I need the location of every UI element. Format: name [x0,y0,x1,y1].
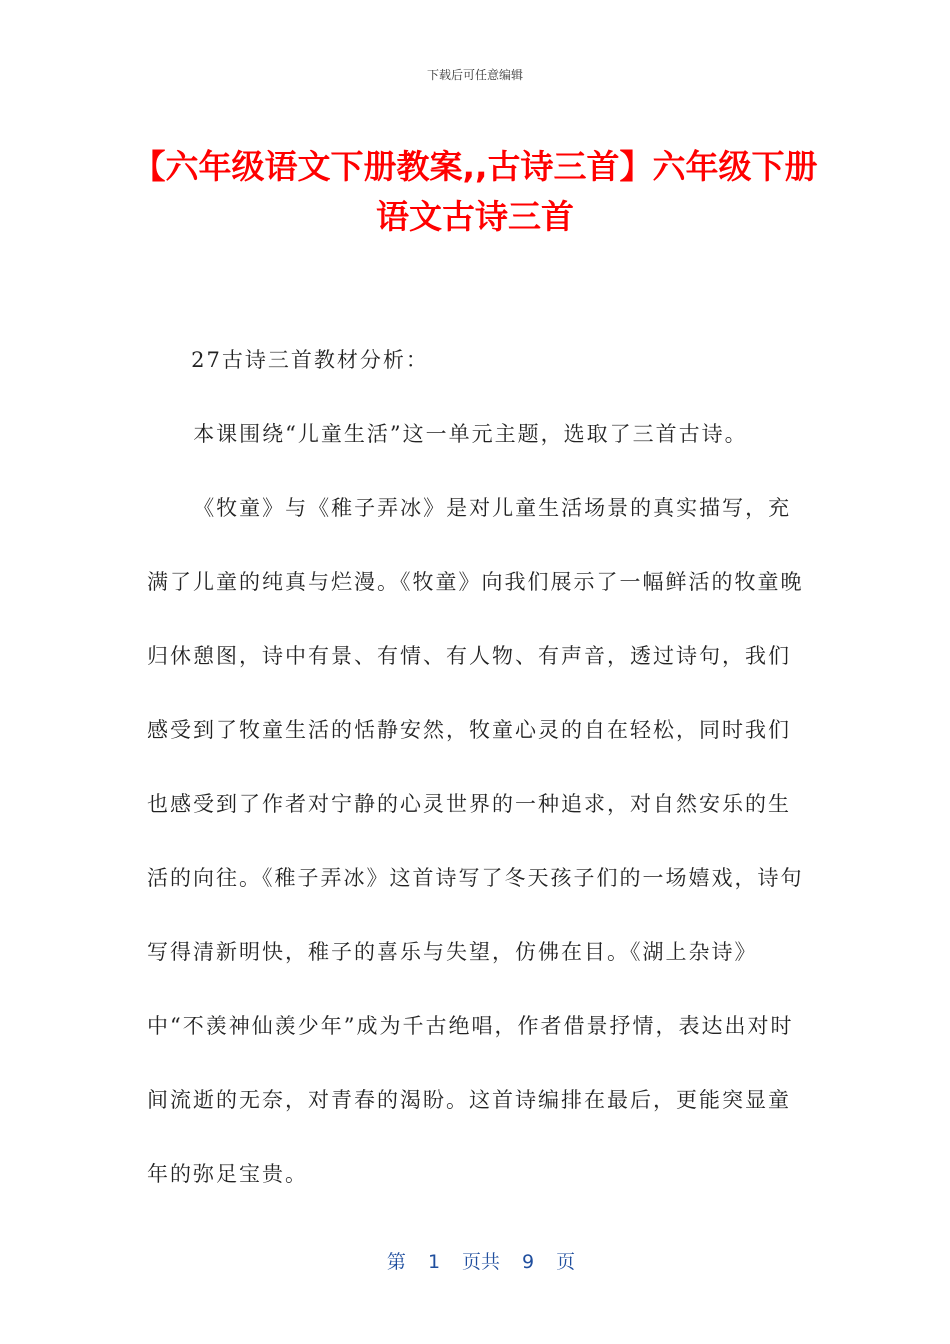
document-body [147,323,807,1211]
paragraph-heading: 27古诗三首教材分析： [191,348,429,372]
page-middle: 页共 [462,1251,501,1273]
page-total: 9 [522,1251,535,1273]
paragraph-analysis: 《牧童》与《稚子弄冰》是对儿童生活场景的真实描写，充满了儿童的纯真与烂漫。《牧童》向我们展示了一幅鲜活的牧童晚归休憩图，诗中有景、有情、有人物、有声音，透过诗句，我们感受到了牧童生活的恬静安然，牧童心灵的自在轻松，同时我们也感受到了作者对宁静的心灵世界的一种追求，对自然安乐的生活的向往。《稚子弄冰》这首诗写了冬天孩子们的一场嬉戏，诗句写得清新明快，稚子的喜乐与失望，仿佛在目。《湖上杂诗》中“不羡神仙羡少年”成为千古绝唱，作者借景抒情，表达出对时间流逝的无奈，对青春的渴盼。这首诗编排在最后，更能突显童年的弥足宝贵。 [147,496,804,1186]
header-note: 下载后可任意编辑 [426,68,523,82]
page-footer [0,1225,950,1274]
document-title: 【六年级语文下册教案,,古诗三首】六年级下册语文古诗三首 [132,147,818,236]
page-suffix: 页 [556,1251,576,1273]
page-prefix: 第 [386,1251,406,1273]
paragraph-intro: 本课围绕“儿童生活”这一单元主题，选取了三首古诗。 [193,422,748,446]
page-current: 1 [427,1251,441,1273]
